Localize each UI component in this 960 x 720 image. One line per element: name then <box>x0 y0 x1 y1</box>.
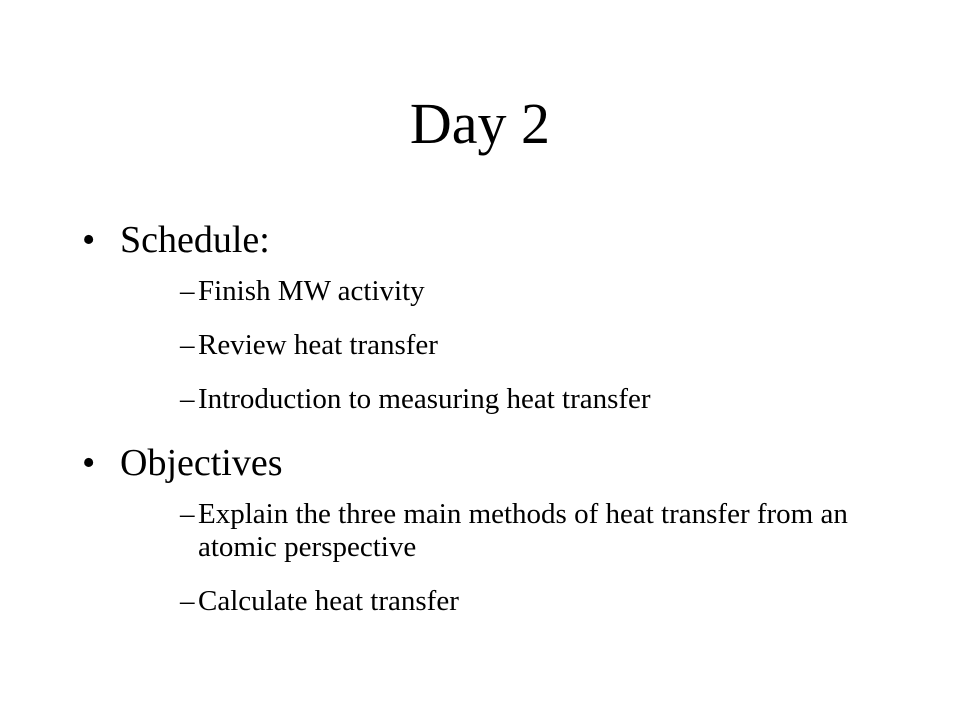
section-heading: Schedule: <box>120 219 270 261</box>
bullet-icon: • <box>82 219 96 261</box>
dash-icon: – <box>180 585 195 617</box>
list-item-text: Finish MW activity <box>198 275 425 307</box>
list-item-text: Calculate heat transfer <box>198 585 459 617</box>
section-schedule <box>82 214 882 416</box>
dash-icon: – <box>180 275 195 307</box>
sub-list <box>120 275 882 416</box>
dash-icon: – <box>180 329 195 361</box>
list-item <box>120 275 882 308</box>
list-item <box>120 498 882 564</box>
list-item <box>120 383 882 416</box>
bullet-icon: • <box>82 442 96 484</box>
list-item <box>120 329 882 362</box>
list-item-text: Explain the three main methods of heat transfer from an atomic perspective <box>198 498 848 563</box>
section-heading: Objectives <box>120 442 283 484</box>
bullet-list <box>82 214 882 639</box>
sub-list <box>120 498 882 618</box>
section-objectives <box>82 437 882 618</box>
list-item <box>120 585 882 618</box>
list-item-text: Review heat transfer <box>198 329 438 361</box>
dash-icon: – <box>180 498 195 530</box>
slide-title: Day 2 <box>409 91 551 156</box>
list-item-text: Introduction to measuring heat transfer <box>198 383 651 415</box>
dash-icon: – <box>180 383 195 415</box>
